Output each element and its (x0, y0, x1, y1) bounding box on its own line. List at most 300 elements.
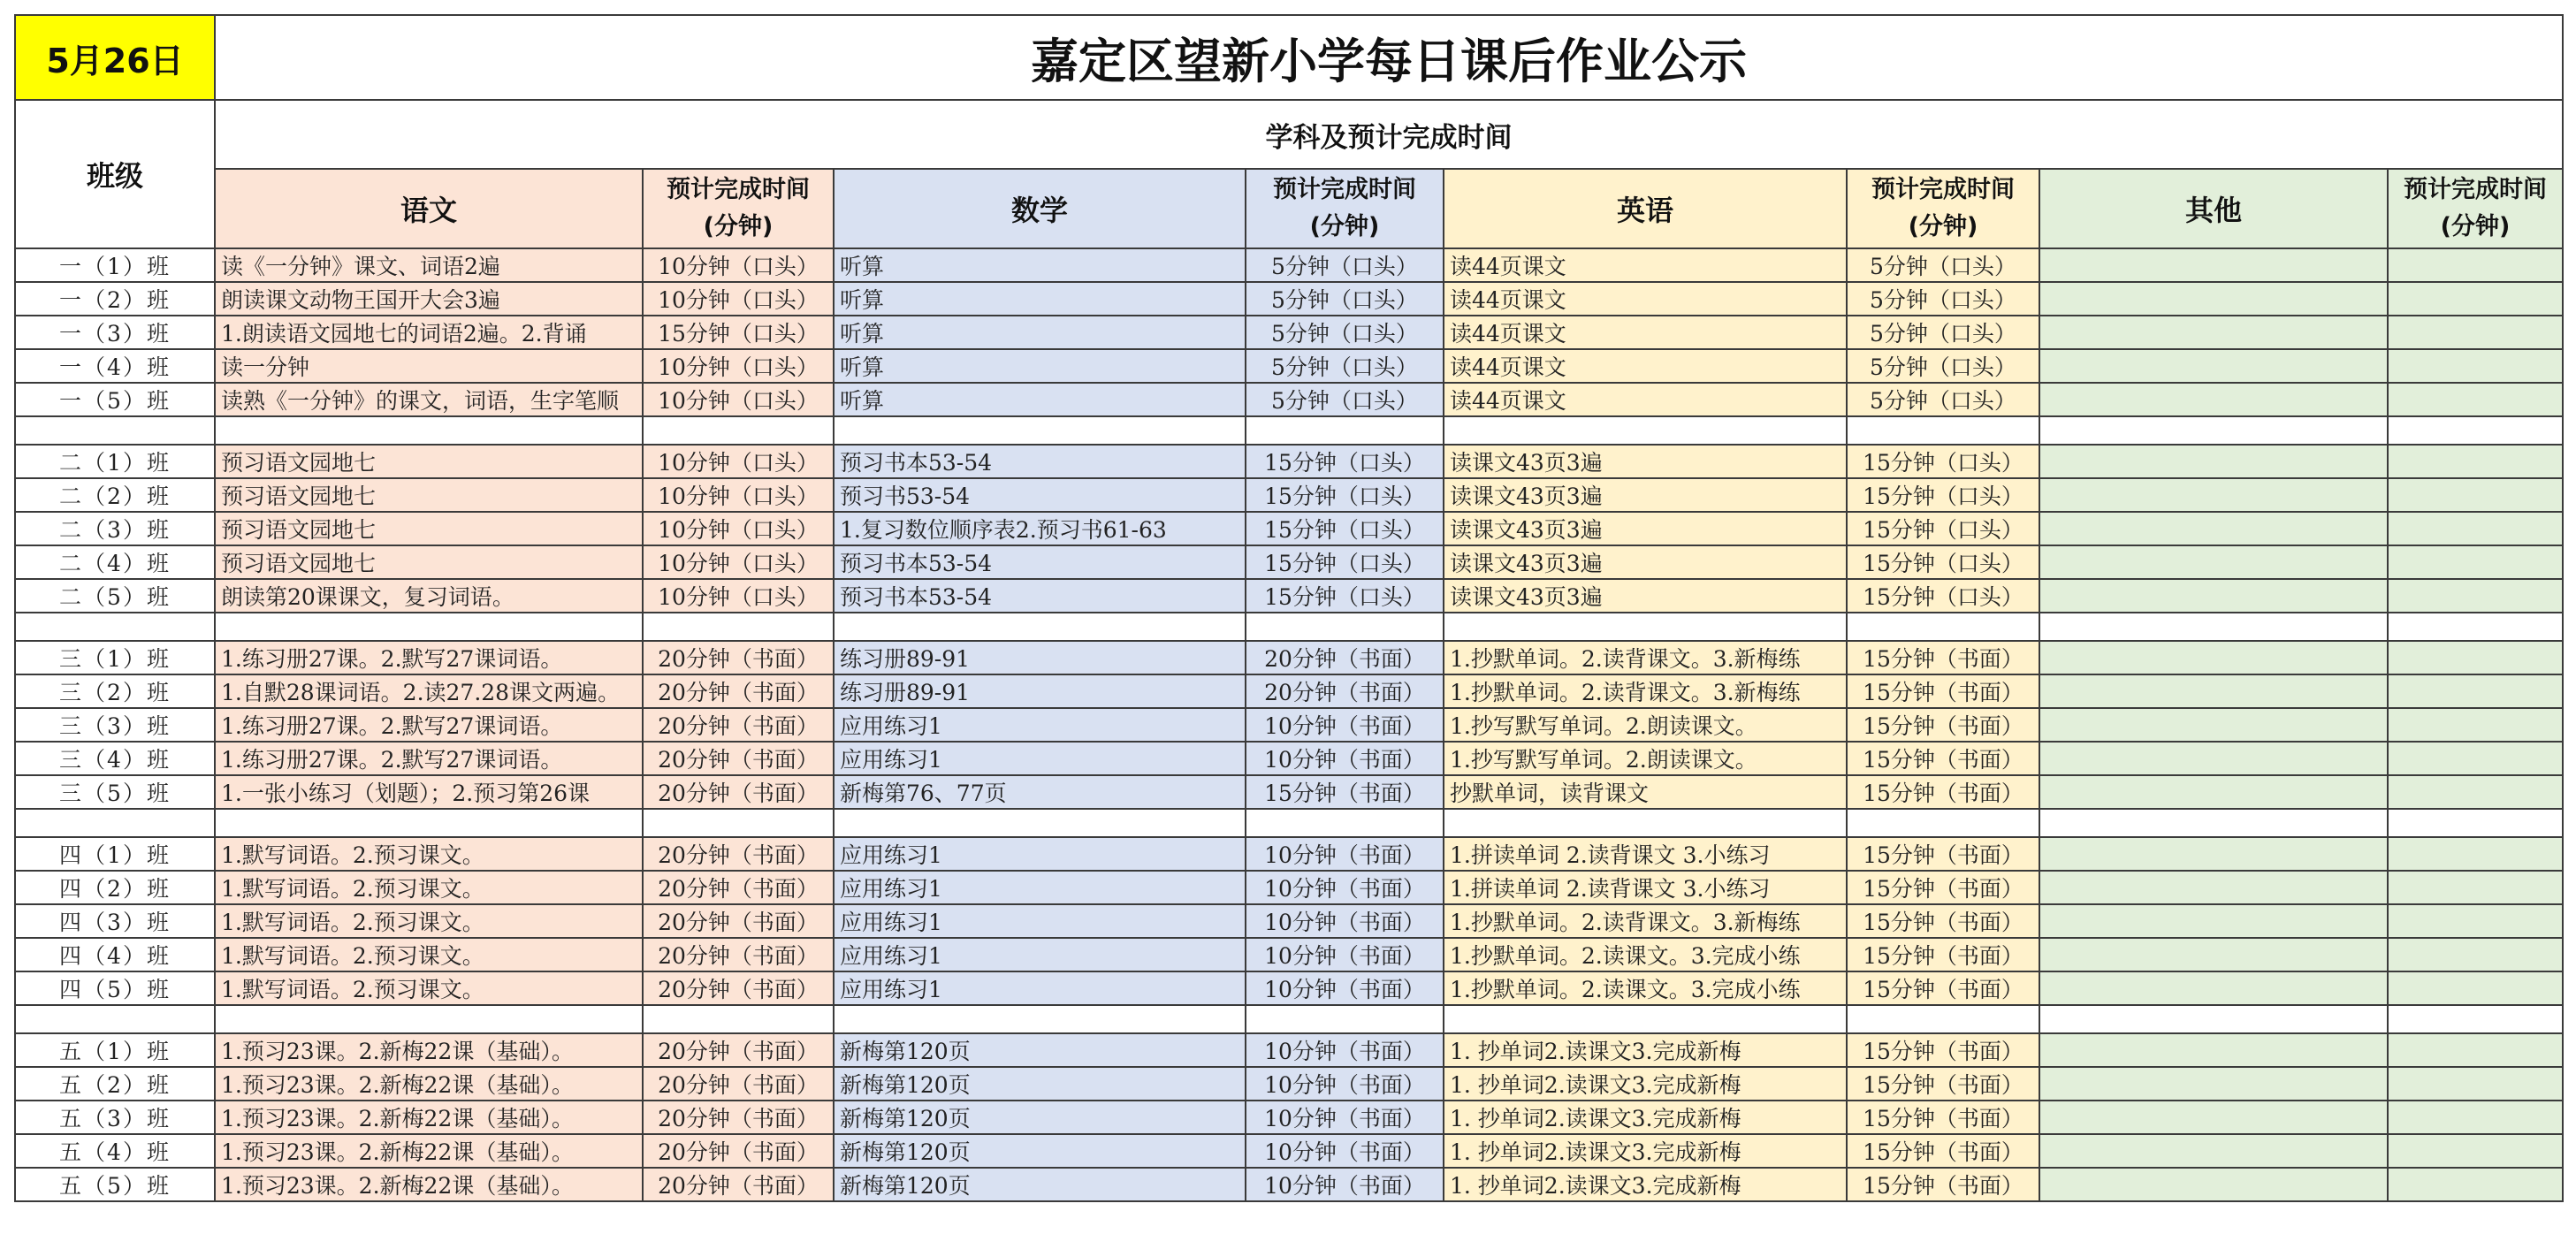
other-homework (2039, 837, 2388, 871)
table-row (15, 1168, 2563, 1201)
table-row (15, 512, 2563, 545)
math-homework: 新梅第120页 (834, 1067, 1246, 1101)
english-homework: 1.抄默单词。2.读背课文。3.新梅练 (1444, 904, 1847, 938)
other-homework (2039, 1168, 2388, 1201)
math-time: 10分钟（书面） (1246, 938, 1444, 971)
math-time: 10分钟（书面） (1246, 1101, 1444, 1134)
class-name: 三（2）班 (15, 674, 215, 708)
english-homework: 读44页课文 (1444, 383, 1847, 416)
math-time: 10分钟（书面） (1246, 1134, 1444, 1168)
chinese-homework: 预习语文园地七 (215, 478, 643, 512)
math-time: 10分钟（书面） (1246, 971, 1444, 1005)
separator-cell (215, 613, 643, 641)
class-name: 二（3）班 (15, 512, 215, 545)
separator-cell (1246, 613, 1444, 641)
math-time: 5分钟（口头） (1246, 282, 1444, 316)
other-time (2388, 545, 2563, 579)
english-time: 15分钟（口头） (1847, 478, 2039, 512)
chinese-time: 20分钟（书面） (643, 837, 834, 871)
chinese-homework: 1.朗读语文园地七的词语2遍。2.背诵 (215, 316, 643, 349)
chinese-homework: 1.默写词语。2.预习课文。 (215, 938, 643, 971)
table-row (15, 349, 2563, 383)
grade-separator (15, 416, 2563, 445)
other-time (2388, 674, 2563, 708)
class-name: 一（4）班 (15, 349, 215, 383)
math-homework: 听算 (834, 349, 1246, 383)
separator-cell (15, 1005, 215, 1033)
date-cell: 5月26日 (15, 15, 215, 100)
chinese-homework: 预习语文园地七 (215, 512, 643, 545)
english-time: 15分钟（书面） (1847, 837, 2039, 871)
math-homework: 应用练习1 (834, 742, 1246, 775)
table-row (15, 383, 2563, 416)
grade-separator (15, 1005, 2563, 1033)
math-homework: 预习书本53-54 (834, 579, 1246, 613)
math-homework: 应用练习1 (834, 708, 1246, 742)
math-time: 10分钟（书面） (1246, 837, 1444, 871)
table-row (15, 904, 2563, 938)
english-homework: 1. 抄单词2.读课文3.完成新梅 (1444, 1134, 1847, 1168)
chinese-homework: 1.预习23课。2.新梅22课（基础）。 (215, 1134, 643, 1168)
chinese-time: 10分钟（口头） (643, 248, 834, 282)
chinese-time: 10分钟（口头） (643, 478, 834, 512)
class-name: 二（2）班 (15, 478, 215, 512)
table-row (15, 316, 2563, 349)
other-homework (2039, 478, 2388, 512)
other-homework (2039, 871, 2388, 904)
separator-cell (215, 1005, 643, 1033)
math-time: 15分钟（口头） (1246, 445, 1444, 478)
class-name: 四（5）班 (15, 971, 215, 1005)
separator-cell (1444, 613, 1847, 641)
other-homework (2039, 1134, 2388, 1168)
class-name: 四（2）班 (15, 871, 215, 904)
class-name: 三（3）班 (15, 708, 215, 742)
chinese-time: 20分钟（书面） (643, 708, 834, 742)
separator-cell (834, 809, 1246, 837)
table-row (15, 775, 2563, 809)
english-homework: 1. 抄单词2.读课文3.完成新梅 (1444, 1168, 1847, 1201)
chinese-time: 20分钟（书面） (643, 641, 834, 674)
math-homework: 听算 (834, 316, 1246, 349)
english-time: 15分钟（书面） (1847, 904, 2039, 938)
english-homework: 读课文43页3遍 (1444, 445, 1847, 478)
english-homework: 读课文43页3遍 (1444, 579, 1847, 613)
math-time: 10分钟（书面） (1246, 871, 1444, 904)
chinese-time: 10分钟（口头） (643, 545, 834, 579)
math-time: 10分钟（书面） (1246, 708, 1444, 742)
time-header-line2: (分钟) (1309, 213, 1380, 240)
chinese-time: 20分钟（书面） (643, 1134, 834, 1168)
math-homework: 听算 (834, 248, 1246, 282)
separator-cell (643, 613, 834, 641)
chinese-homework: 1.一张小练习（划题）；2.预习第26课 (215, 775, 643, 809)
english-time: 5分钟（口头） (1847, 383, 2039, 416)
table-row (15, 445, 2563, 478)
english-homework: 读课文43页3遍 (1444, 545, 1847, 579)
math-time: 10分钟（书面） (1246, 1033, 1444, 1067)
math-homework: 练习册89-91 (834, 641, 1246, 674)
other-homework (2039, 1067, 2388, 1101)
math-time: 10分钟（书面） (1246, 1168, 1444, 1201)
table-row (15, 282, 2563, 316)
table-row (15, 871, 2563, 904)
grade-separator (15, 613, 2563, 641)
other-time (2388, 971, 2563, 1005)
english-time: 15分钟（口头） (1847, 545, 2039, 579)
other-time (2388, 579, 2563, 613)
chinese-time: 20分钟（书面） (643, 1033, 834, 1067)
other-homework (2039, 1101, 2388, 1134)
math-time: 20分钟（书面） (1246, 674, 1444, 708)
chinese-homework: 1.默写词语。2.预习课文。 (215, 871, 643, 904)
other-homework (2039, 775, 2388, 809)
time-header-line2: (分钟) (2440, 213, 2511, 240)
class-name: 五（3）班 (15, 1101, 215, 1134)
class-column-header: 班级 (15, 100, 215, 248)
other-homework (2039, 383, 2388, 416)
chinese-homework: 读一分钟 (215, 349, 643, 383)
english-time: 15分钟（口头） (1847, 512, 2039, 545)
chinese-homework: 1.练习册27课。2.默写27课词语。 (215, 641, 643, 674)
english-homework: 1.抄默单词。2.读课文。3.完成小练 (1444, 938, 1847, 971)
chinese-time: 10分钟（口头） (643, 579, 834, 613)
chinese-time: 15分钟（口头） (643, 316, 834, 349)
time-header-line1: 预计完成时间 (667, 176, 810, 203)
class-name: 一（2）班 (15, 282, 215, 316)
table-row (15, 742, 2563, 775)
math-time: 5分钟（口头） (1246, 316, 1444, 349)
english-homework: 读44页课文 (1444, 316, 1847, 349)
chinese-homework: 读《一分钟》课文、词语2遍 (215, 248, 643, 282)
chinese-time: 20分钟（书面） (643, 971, 834, 1005)
math-time: 15分钟（口头） (1246, 512, 1444, 545)
chinese-homework: 1.默写词语。2.预习课文。 (215, 837, 643, 871)
other-time (2388, 282, 2563, 316)
other-time (2388, 383, 2563, 416)
english-time: 15分钟（书面） (1847, 641, 2039, 674)
math-time: 20分钟（书面） (1246, 641, 1444, 674)
english-time: 5分钟（口头） (1847, 349, 2039, 383)
class-name: 五（4）班 (15, 1134, 215, 1168)
chinese-homework: 预习语文园地七 (215, 545, 643, 579)
table-row (15, 641, 2563, 674)
chinese-time: 20分钟（书面） (643, 871, 834, 904)
separator-cell (1847, 416, 2039, 445)
english-time: 5分钟（口头） (1847, 316, 2039, 349)
other-time (2388, 1168, 2563, 1201)
english-header: 英语 (1444, 169, 1847, 248)
english-time: 15分钟（书面） (1847, 1134, 2039, 1168)
separator-cell (643, 416, 834, 445)
english-homework: 抄默单词，读背课文 (1444, 775, 1847, 809)
english-time-header (1847, 169, 2039, 248)
english-time: 15分钟（书面） (1847, 775, 2039, 809)
separator-cell (834, 613, 1246, 641)
other-homework (2039, 248, 2388, 282)
math-homework: 新梅第76、77页 (834, 775, 1246, 809)
english-homework: 1.抄默单词。2.读背课文。3.新梅练 (1444, 674, 1847, 708)
other-homework (2039, 316, 2388, 349)
class-name: 四（1）班 (15, 837, 215, 871)
homework-table (14, 14, 2564, 1202)
time-header-line1: 预计完成时间 (1273, 176, 1416, 203)
class-name: 三（5）班 (15, 775, 215, 809)
chinese-homework: 预习语文园地七 (215, 445, 643, 478)
math-homework: 新梅第120页 (834, 1168, 1246, 1201)
chinese-homework: 1.预习23课。2.新梅22课（基础）。 (215, 1033, 643, 1067)
english-time: 5分钟（口头） (1847, 282, 2039, 316)
separator-cell (1444, 416, 1847, 445)
other-homework (2039, 445, 2388, 478)
separator-cell (215, 416, 643, 445)
other-header: 其他 (2039, 169, 2388, 248)
chinese-homework: 1.预习23课。2.新梅22课（基础）。 (215, 1168, 643, 1201)
other-time (2388, 1134, 2563, 1168)
math-homework: 预习书53-54 (834, 478, 1246, 512)
page-title: 嘉定区望新小学每日课后作业公示 (215, 15, 2563, 100)
separator-cell (1444, 1005, 1847, 1033)
english-time: 15分钟（书面） (1847, 1101, 2039, 1134)
separator-cell (643, 809, 834, 837)
english-homework: 读44页课文 (1444, 248, 1847, 282)
math-time: 10分钟（书面） (1246, 742, 1444, 775)
separator-cell (215, 809, 643, 837)
table-row (15, 708, 2563, 742)
table-row (15, 1134, 2563, 1168)
other-homework (2039, 938, 2388, 971)
english-homework: 1.抄写默写单词。2.朗读课文。 (1444, 708, 1847, 742)
math-homework: 新梅第120页 (834, 1134, 1246, 1168)
other-time (2388, 512, 2563, 545)
table-row (15, 248, 2563, 282)
math-homework: 听算 (834, 282, 1246, 316)
separator-cell (2039, 613, 2388, 641)
chinese-time: 10分钟（口头） (643, 282, 834, 316)
math-homework: 应用练习1 (834, 904, 1246, 938)
chinese-homework: 1.默写词语。2.预习课文。 (215, 971, 643, 1005)
class-name: 三（4）班 (15, 742, 215, 775)
other-time (2388, 478, 2563, 512)
math-homework: 新梅第120页 (834, 1033, 1246, 1067)
english-homework: 1. 抄单词2.读课文3.完成新梅 (1444, 1101, 1847, 1134)
math-homework: 新梅第120页 (834, 1101, 1246, 1134)
chinese-time: 20分钟（书面） (643, 904, 834, 938)
chinese-homework: 朗读课文动物王国开大会3遍 (215, 282, 643, 316)
other-homework (2039, 904, 2388, 938)
chinese-time: 20分钟（书面） (643, 1101, 834, 1134)
separator-cell (834, 416, 1246, 445)
chinese-homework: 朗读第20课课文，复习词语。 (215, 579, 643, 613)
table-row (15, 674, 2563, 708)
table-row (15, 971, 2563, 1005)
english-time: 15分钟（书面） (1847, 1067, 2039, 1101)
english-time: 15分钟（口头） (1847, 445, 2039, 478)
table-row (15, 837, 2563, 871)
separator-cell (2388, 809, 2563, 837)
other-homework (2039, 349, 2388, 383)
other-homework (2039, 512, 2388, 545)
time-header-line2: (分钟) (703, 213, 774, 240)
other-homework (2039, 971, 2388, 1005)
math-homework: 应用练习1 (834, 837, 1246, 871)
separator-cell (2388, 416, 2563, 445)
other-time (2388, 1067, 2563, 1101)
other-time (2388, 938, 2563, 971)
separator-cell (1444, 809, 1847, 837)
homework-sheet (14, 14, 2564, 1202)
class-name: 一（1）班 (15, 248, 215, 282)
chinese-time: 20分钟（书面） (643, 1067, 834, 1101)
other-time (2388, 708, 2563, 742)
class-name: 五（1）班 (15, 1033, 215, 1067)
other-time (2388, 775, 2563, 809)
english-homework: 读44页课文 (1444, 282, 1847, 316)
english-homework: 1. 抄单词2.读课文3.完成新梅 (1444, 1033, 1847, 1067)
chinese-time-header (643, 169, 834, 248)
other-time (2388, 641, 2563, 674)
english-time: 5分钟（口头） (1847, 248, 2039, 282)
chinese-time: 10分钟（口头） (643, 512, 834, 545)
english-homework: 1.抄默单词。2.读课文。3.完成小练 (1444, 971, 1847, 1005)
chinese-time: 20分钟（书面） (643, 674, 834, 708)
english-time: 15分钟（书面） (1847, 971, 2039, 1005)
separator-cell (2039, 416, 2388, 445)
table-row (15, 1067, 2563, 1101)
other-homework (2039, 545, 2388, 579)
math-time: 5分钟（口头） (1246, 248, 1444, 282)
math-time: 15分钟（书面） (1246, 775, 1444, 809)
other-time (2388, 1101, 2563, 1134)
other-time (2388, 1033, 2563, 1067)
english-homework: 读课文43页3遍 (1444, 478, 1847, 512)
math-header: 数学 (834, 169, 1246, 248)
separator-cell (15, 613, 215, 641)
separator-cell (1847, 1005, 2039, 1033)
other-homework (2039, 708, 2388, 742)
separator-cell (1847, 613, 2039, 641)
chinese-time: 10分钟（口头） (643, 445, 834, 478)
math-homework: 听算 (834, 383, 1246, 416)
chinese-homework: 1.预习23课。2.新梅22课（基础）。 (215, 1101, 643, 1134)
separator-cell (2039, 1005, 2388, 1033)
math-time: 15分钟（口头） (1246, 545, 1444, 579)
english-homework: 读课文43页3遍 (1444, 512, 1847, 545)
subjects-header: 学科及预计完成时间 (215, 100, 2563, 169)
separator-cell (1246, 1005, 1444, 1033)
other-time-header (2388, 169, 2563, 248)
math-time: 10分钟（书面） (1246, 1067, 1444, 1101)
chinese-time: 10分钟（口头） (643, 349, 834, 383)
chinese-header: 语文 (215, 169, 643, 248)
separator-cell (15, 416, 215, 445)
english-homework: 读44页课文 (1444, 349, 1847, 383)
other-time (2388, 445, 2563, 478)
math-homework: 预习书本53-54 (834, 445, 1246, 478)
other-homework (2039, 641, 2388, 674)
english-time: 15分钟（口头） (1847, 579, 2039, 613)
math-homework: 练习册89-91 (834, 674, 1246, 708)
math-homework: 应用练习1 (834, 971, 1246, 1005)
english-time: 15分钟（书面） (1847, 938, 2039, 971)
separator-cell (643, 1005, 834, 1033)
separator-cell (2039, 809, 2388, 837)
separator-cell (1246, 416, 1444, 445)
class-name: 三（1）班 (15, 641, 215, 674)
chinese-homework: 1.自默28课词语。2.读27.28课文两遍。 (215, 674, 643, 708)
separator-cell (2388, 613, 2563, 641)
math-time: 10分钟（书面） (1246, 904, 1444, 938)
math-homework: 应用练习1 (834, 938, 1246, 971)
table-row (15, 1101, 2563, 1134)
chinese-homework: 1.预习23课。2.新梅22课（基础）。 (215, 1067, 643, 1101)
other-time (2388, 248, 2563, 282)
class-name: 四（4）班 (15, 938, 215, 971)
class-name: 一（5）班 (15, 383, 215, 416)
other-homework (2039, 1033, 2388, 1067)
class-name: 二（4）班 (15, 545, 215, 579)
math-time: 15分钟（口头） (1246, 579, 1444, 613)
other-time (2388, 349, 2563, 383)
time-header-line2: (分钟) (1908, 213, 1978, 240)
class-name: 二（5）班 (15, 579, 215, 613)
english-homework: 1. 抄单词2.读课文3.完成新梅 (1444, 1067, 1847, 1101)
chinese-time: 20分钟（书面） (643, 938, 834, 971)
english-time: 15分钟（书面） (1847, 1033, 2039, 1067)
other-time (2388, 871, 2563, 904)
english-time: 15分钟（书面） (1847, 871, 2039, 904)
other-homework (2039, 742, 2388, 775)
chinese-time: 10分钟（口头） (643, 383, 834, 416)
separator-cell (1847, 809, 2039, 837)
math-homework: 1.复习数位顺序表2.预习书61-63 (834, 512, 1246, 545)
chinese-time: 20分钟（书面） (643, 1168, 834, 1201)
class-name: 五（2）班 (15, 1067, 215, 1101)
math-homework: 预习书本53-54 (834, 545, 1246, 579)
time-header-line1: 预计完成时间 (2404, 176, 2547, 203)
grade-separator (15, 809, 2563, 837)
math-time-header (1246, 169, 1444, 248)
english-homework: 1.拼读单词 2.读背课文 3.小练习 (1444, 871, 1847, 904)
table-row (15, 1033, 2563, 1067)
math-time: 5分钟（口头） (1246, 349, 1444, 383)
class-name: 一（3）班 (15, 316, 215, 349)
math-time: 5分钟（口头） (1246, 383, 1444, 416)
other-homework (2039, 579, 2388, 613)
separator-cell (1246, 809, 1444, 837)
class-name: 五（5）班 (15, 1168, 215, 1201)
class-name: 四（3）班 (15, 904, 215, 938)
other-time (2388, 742, 2563, 775)
table-row (15, 579, 2563, 613)
other-homework (2039, 282, 2388, 316)
table-row (15, 545, 2563, 579)
english-time: 15分钟（书面） (1847, 708, 2039, 742)
chinese-homework: 1.默写词语。2.预习课文。 (215, 904, 643, 938)
english-homework: 1.抄写默写单词。2.朗读课文。 (1444, 742, 1847, 775)
chinese-time: 20分钟（书面） (643, 742, 834, 775)
time-header-line1: 预计完成时间 (1871, 176, 2015, 203)
class-name: 二（1）班 (15, 445, 215, 478)
english-time: 15分钟（书面） (1847, 674, 2039, 708)
table-row (15, 478, 2563, 512)
other-homework (2039, 674, 2388, 708)
separator-cell (15, 809, 215, 837)
math-homework: 应用练习1 (834, 871, 1246, 904)
chinese-time: 20分钟（书面） (643, 775, 834, 809)
chinese-homework: 1.练习册27课。2.默写27课词语。 (215, 742, 643, 775)
chinese-homework: 读熟《一分钟》的课文，词语，生字笔顺 (215, 383, 643, 416)
